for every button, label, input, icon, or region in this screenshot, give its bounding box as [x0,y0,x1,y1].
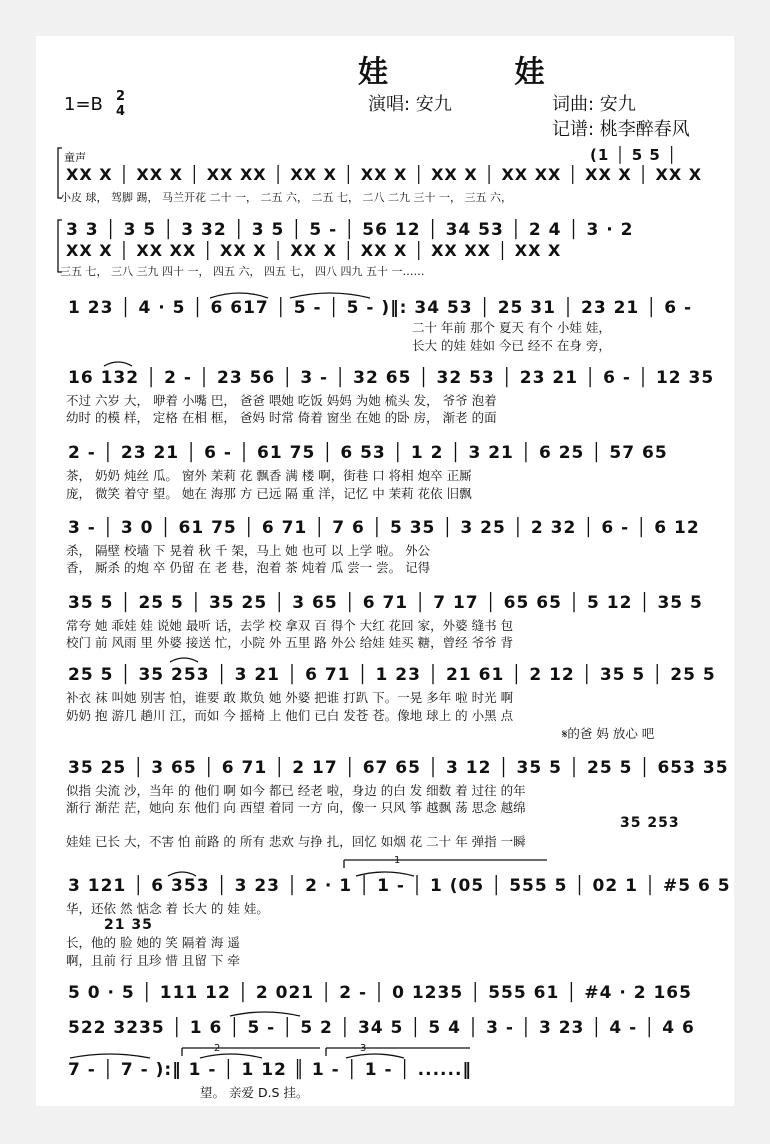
score-row-3-lyric-1: 茶， 奶奶 炖丝 瓜。 窗外 茉莉 花 飘香 满 楼 啊，街巷 口 将相 炮卒 正厮 [66,468,472,483]
song-title: 娃 娃 [358,55,603,90]
tie-4 [170,658,198,662]
score-row-4-notes: 3 - │ 3 0 │ 61 75 │ 6 71 │ 7 6 │ 5 35 │ 3 25 │ 2 32 │ 6 - │ 6 12 [68,518,700,538]
voice-label: 童声 [64,151,86,164]
tie-9 [200,1054,262,1058]
tie-5 [168,872,196,876]
score-row-7-lyric-2: 渐行 渐茫 茫，她向 东 他们 向 西望 着同 一方 向，像一 只风 筝 越飘 荡 思念 越绵 [66,800,526,815]
score-row-3-lyric-2: 庞， 微笑 着守 望。 她在 海那 方 已远 隔 重 洋，记忆 中 茉莉 花依 旧飘 [66,486,472,501]
time-signature-bottom: 4 [116,104,126,119]
score-row-7-lyric-3: 娃娃 已长 大，不害 怕 前路 的 所有 悲欢 与挣 扎，回忆 如烟 花 二十 年 弹指 一瞬 [66,834,526,849]
score-row-8-lyric-1: 华，还依 然 惦念 着 长大 的 娃 娃。 [66,901,269,916]
score-row-7-alt-notes: 35 253 [620,815,680,831]
intro-rhythm-2: XX X │ XX XX │ XX X │ XX X │ XX X │ XX XX │ XX X [66,241,562,260]
score-row-2-lyric-1: 不过 六岁 大， 咿着 小嘴 巴， 爸爸 喂她 吃饭 妈妈 为她 梳头 发， 爷爷 泡着 [66,393,497,408]
score-row-2-lyric-2: 幼时 的模 样， 定格 在相 框， 爸妈 时常 倚着 窗坐 在她 的卧 房， 渐老 的面 [66,410,497,425]
score-row-7-notes: 35 25 │ 3 65 │ 6 71 │ 2 17 │ 67 65 │ 3 12 │ 35 5 │ 25 5 │ 653 35 [68,758,729,778]
score-row-6-lyric-3: 𝄋的爸 妈 放心 吧 [562,726,655,741]
singer-credit: 演唱: 安九 [368,94,452,115]
volta-1-label: 1 [394,855,401,866]
tie-8 [70,1054,150,1058]
key-signature: 1=B [64,94,103,115]
score-row-8-notes: 3 121 │ 6 353 │ 3 23 │ 2 · 1 │ 1 - │ 1 (05 │ 555 5 │ 02 1 │ #5 6 5 [68,876,731,896]
tie-10 [346,1054,404,1058]
score-row-10-notes: 522 3235 │ 1 6 │ 5 - │ 5 2 │ 34 5 │ 5 4 │ 3 - │ 3 23 │ 4 - │ 4 6 [68,1018,695,1038]
score-row-8-lyric-2: 长，他的 脸 她的 笑 隔着 海 遥 [66,935,240,950]
score-row-3-notes: 2 - │ 23 21 │ 6 - │ 61 75 │ 6 53 │ 1 2 │ 3 21 │ 6 25 │ 57 65 [68,443,668,463]
score-row-4-lyric-1: 杀， 隔壁 校墙 下 晃着 秋 千 架，马上 她 也可 以 上学 啦。 外公 [66,543,431,558]
time-signature-top: 2 [116,89,126,104]
tie-3 [104,362,132,366]
score-row-1-lyric-1: 二十 年前 那个 夏天 有个 小娃 娃， [412,320,611,335]
score-row-11-notes: 7 - │ 7 - ):‖ 1 - │ 1 12 ║ 1 - │ 1 - │ ......‖ [68,1060,472,1080]
transcriber-credit: 记谱: 桃李醉春风 [552,119,690,140]
intro-rhythm-1: XX X │ XX X │ XX XX │ XX X │ XX X │ XX X │ XX XX │ XX X │ XX X [66,165,703,184]
score-row-4-lyric-2: 香， 厮杀 的炮 卒 仍留 在 老 巷，泡着 茶 炖着 瓜 尝一 尝。 记得 [66,560,431,575]
tie-1 [210,293,268,298]
intro-lyric-2: 三五 七， 三八 三九 四十 一， 四五 六， 四五 七， 四八 四九 五十 一…… [60,265,425,278]
score-row-11-lyric-1: 望。 亲爱 D.S 挂。 [200,1085,309,1100]
tie-2 [290,293,370,298]
score-row-6-lyric-1: 补衣 袜 叫她 别害 怕，谁要 敢 欺负 她 外婆 把谁 打趴 下。一晃 多年 啦 时光 啊 [66,690,514,705]
score-row-7-lyric-1: 似指 尖流 沙，当年 的 他们 啊 如今 都已 经老 啦，身边 的白 发 细数 着 过往 的年 [66,783,526,798]
intro-bracket-bottom [58,220,62,272]
score-row-1-notes: 1 23 │ 4 · 5 │ 6 617 │ 5 - │ 5 - )‖: 34 53 │ 25 31 │ 23 21 │ 6 - [68,298,693,318]
score-row-1-lyric-2: 长大 的娃 娃如 今已 经不 在身 旁， [412,338,611,353]
composer-credit: 词曲: 安九 [552,94,636,115]
score-row-9-notes: 5 0 · 5 │ 111 12 │ 2 021 │ 2 - │ 0 1235 │ 555 61 │ #4 · 2 165 [68,983,692,1003]
score-row-6-notes: 25 5 │ 35 253 │ 3 21 │ 6 71 │ 1 23 │ 21 61 │ 2 12 │ 35 5 │ 25 5 [68,665,716,685]
tie-6 [356,872,414,876]
volta-2-label: 2 [214,1043,221,1054]
score-row-5-notes: 35 5 │ 25 5 │ 35 25 │ 3 65 │ 6 71 │ 7 17 │ 65 65 │ 5 12 │ 35 5 [68,593,703,613]
score-row-6-lyric-2: 奶奶 抱 游几 趟川 江，而如 今 摇椅 上 他们 已白 发苍 苍。像地 球上 的 小黑 点 [66,708,514,723]
score-row-8-alt-notes: 21 35 [104,917,153,933]
score-row-8-lyric-3: 啊，且前 行 且珍 惜 且留 下 牵 [66,953,240,968]
score-row-5-lyric-1: 常夸 她 乖娃 娃 说她 最听 话，去学 校 拿双 百 得个 大红 花回 家，外婆 缝书 包 [66,618,514,633]
intro-top-notes: (1 │ 5 5 │ [590,146,678,164]
intro-lyric-1: 小皮 球， 驾脚 踢， 马兰开花 二十 一， 二五 六， 二五 七， 二八 二九 三十 一， 三五 六， [60,191,512,204]
intro-bracket-top [58,148,62,198]
intro-notes-2: 3 3 │ 3 5 │ 3 32 │ 3 5 │ 5 - │ 56 12 │ 34 53 │ 2 4 │ 3 · 2 [66,220,634,240]
tie-7 [230,1012,300,1016]
score-row-2-notes: 16 132 │ 2 - │ 23 56 │ 3 - │ 32 65 │ 32 53 │ 23 21 │ 6 - │ 12 35 [68,368,715,388]
score-row-5-lyric-2: 校门 前 风雨 里 外婆 接送 忙，小院 外 五里 路 外公 给娃 娃买 糖，曾经 爷爷 背 [66,635,514,650]
volta-3-label: 3 [360,1043,367,1054]
